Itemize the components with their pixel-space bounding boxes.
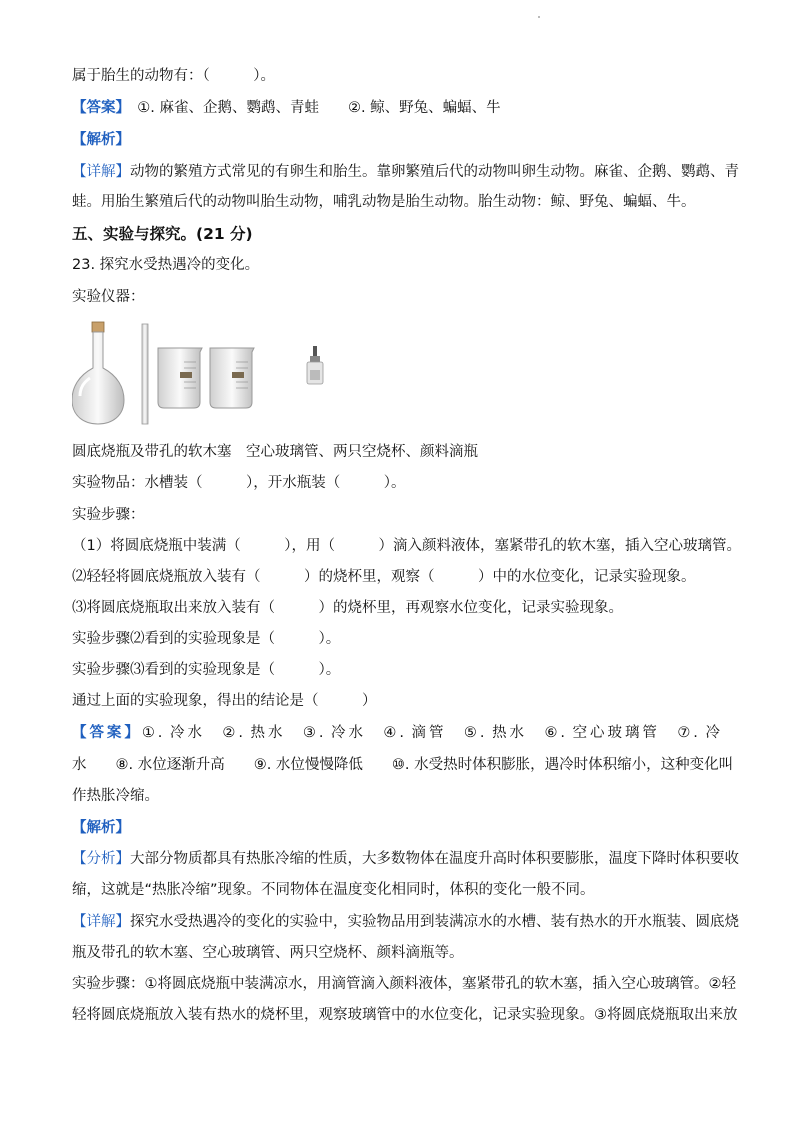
section-title: 五、实验与探究。(21 分)	[72, 225, 253, 243]
detail-text: 动物的繁殖方式常见的有卵生和胎生。靠卵繁殖后代的动物叫卵生动物。麻雀、企鹅、鹦鹉、青	[130, 164, 739, 180]
analysis-tag-line-2	[72, 818, 130, 838]
fenxi-tag: 【分析】	[72, 851, 130, 867]
steps-label: 实验步骤：	[72, 507, 145, 523]
answer-text: ①. 麻雀、企鹅、鹦鹉、青蛙 ②. 鲸、野兔、蝙蝠、牛	[122, 100, 501, 116]
question-23: 23. 探究水受热遇冷的变化。	[72, 257, 260, 273]
step-1: （1）将圆底烧瓶中装满（ ），用（ ）滴入颜料液体，塞紧带孔的软木塞，插入空心玻璃管。	[72, 538, 741, 554]
steps-detail-line-1: 实验步骤：①将圆底烧瓶中装满凉水，用滴管滴入颜料液体，塞紧带孔的软木塞，插入空心玻璃管。②轻	[72, 976, 736, 992]
scan-mark	[538, 16, 540, 18]
detail-line-2: 蛙。用胎生繁殖后代的动物叫胎生动物，哺乳动物是胎生动物。胎生动物：鲸、野兔、蝙蝠、牛。	[72, 194, 696, 210]
round-bottom-flask	[72, 322, 124, 424]
xiangjie-tag: 【详解】	[72, 914, 130, 930]
fenxi-line-2: 缩，这就是“热胀冷缩”现象。不同物体在温度变化相同时，体积的变化一般不同。	[72, 882, 595, 898]
xiangjie-line-2: 瓶及带孔的软木塞、空心玻璃管、两只空烧杯、颜料滴瓶等。	[72, 945, 464, 961]
step-2: ⑵轻轻将圆底烧瓶放入装有（ ）的烧杯里，观察（ ）中的水位变化，记录实验现象。	[72, 569, 696, 585]
xiangjie-text: 探究水受热遇冷的变化的实验中，实验物品用到装满凉水的水槽、装有热水的开水瓶装、圆底烧	[130, 914, 739, 930]
apparatus-illustration	[72, 318, 352, 426]
fenxi-line-1	[72, 849, 739, 869]
answer-block-line-3: 作热胀冷缩。	[72, 788, 159, 804]
instruments-caption: 圆底烧瓶及带孔的软木塞 空心玻璃管、两只空烧杯、颜料滴瓶	[72, 444, 478, 460]
analysis-tag-2: 【解析】	[72, 820, 130, 836]
observation-2: 实验步骤⑵看到的实验现象是（ ）。	[72, 631, 341, 647]
glass-tube	[142, 324, 148, 424]
answer-line	[72, 98, 501, 118]
question-line: 属于胎生的动物有：（ ）。	[72, 68, 275, 84]
steps-detail-line-2: 轻将圆底烧瓶放入装有热水的烧杯里，观察玻璃管中的水位变化，记录实验现象。③将圆底烧瓶取出来放	[72, 1007, 738, 1023]
materials-line: 实验物品：水槽装（ ），开水瓶装（ ）。	[72, 475, 406, 491]
dropper-bottle	[307, 346, 323, 384]
instruments-label: 实验仪器：	[72, 289, 145, 305]
answer-block-line-1	[72, 723, 720, 743]
beaker-1	[158, 348, 202, 408]
observation-3: 实验步骤⑶看到的实验现象是（ ）。	[72, 662, 341, 678]
step-3: ⑶将圆底烧瓶取出来放入装有（ ）的烧杯里，再观察水位变化，记录实验现象。	[72, 600, 623, 616]
answer-values-1: ①. 冷水 ②. 热水 ③. 冷水 ④. 滴管 ⑤. 热水 ⑥. 空心玻璃管 ⑦. 冷	[141, 725, 720, 741]
answer-tag-2: 【答案】	[72, 725, 142, 741]
analysis-tag: 【解析】	[72, 132, 130, 148]
analysis-tag-line	[72, 130, 130, 150]
answer-block-line-2: 水 ⑧. 水位逐渐升高 ⑨. 水位慢慢降低 ⑩. 水受热时体积膨胀，遇冷时体积缩小，这种变化叫	[72, 757, 734, 773]
detail-line-1	[72, 162, 739, 182]
conclusion-line: 通过上面的实验现象，得出的结论是（ ）	[72, 693, 377, 709]
beaker-2	[210, 348, 254, 408]
detail-tag: 【详解】	[72, 164, 130, 180]
answer-tag: 【答案】	[72, 100, 123, 116]
xiangjie-line-1	[72, 912, 739, 932]
fenxi-text: 大部分物质都具有热胀冷缩的性质，大多数物体在温度升高时体积要膨胀，温度下降时体积要收	[130, 851, 739, 867]
